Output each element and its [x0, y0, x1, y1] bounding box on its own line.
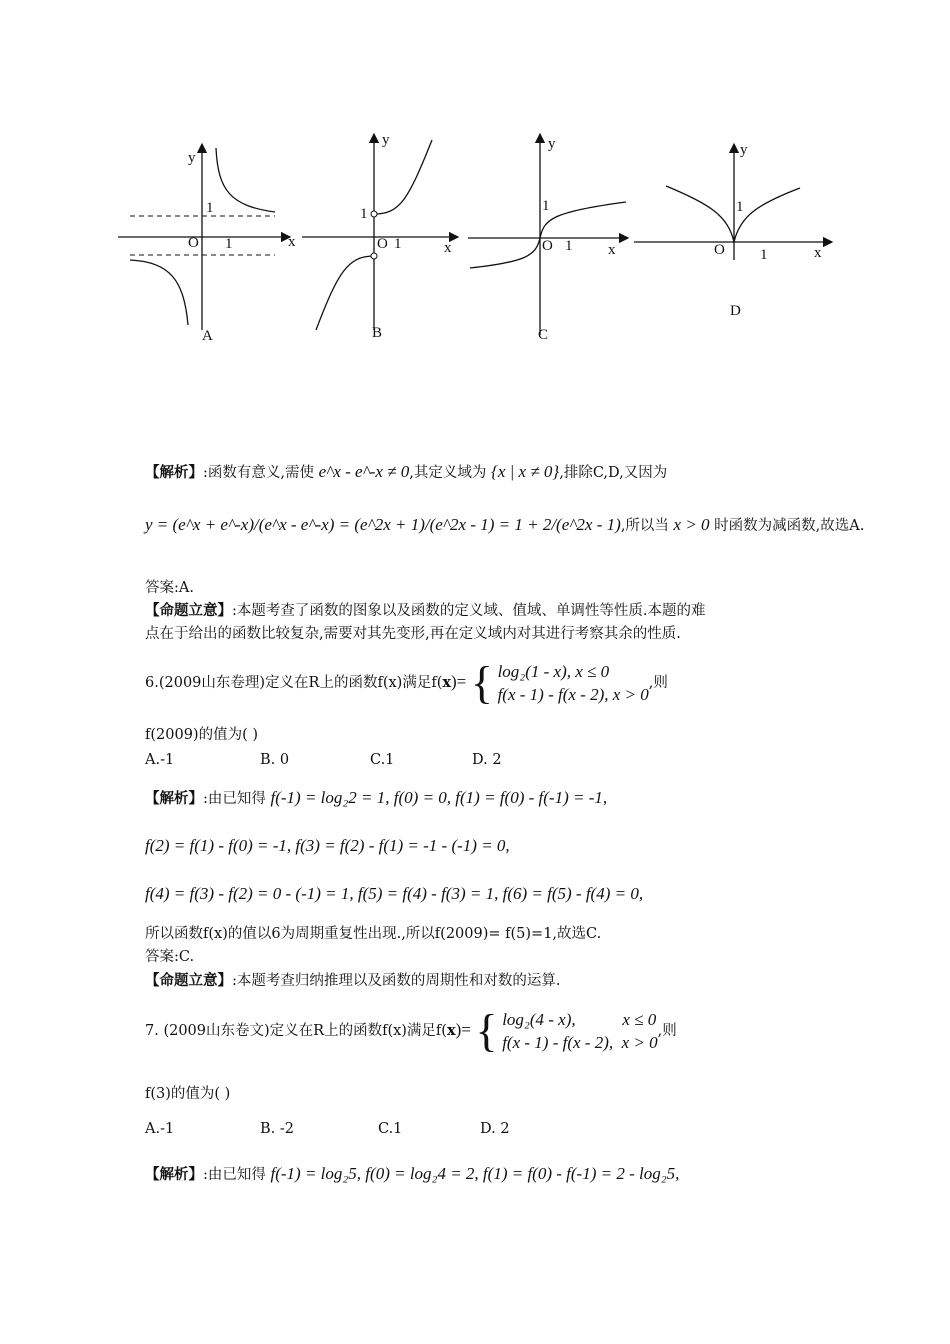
case-2: f(x - 1) - f(x - 2), x > 0: [497, 685, 649, 704]
svg-text:1: 1: [206, 200, 214, 216]
case-1: log₂(4 - x), x ≤ 0: [502, 1010, 657, 1029]
svg-text:x: x: [288, 234, 296, 250]
text: ,则: [657, 1023, 677, 1039]
math-cond: x > 0: [673, 515, 710, 534]
q5-mingti-1: [145, 602, 706, 620]
q5-mingti-2: 点在于给出的函数比较复杂,需要对其先变形,再在定义域内对其进行考察其余的性质.: [145, 626, 681, 642]
svg-text:B: B: [372, 325, 383, 341]
svg-text:O: O: [377, 236, 388, 252]
text: )=: [455, 1020, 471, 1039]
jiexi-tag: 【解析】: [145, 790, 203, 807]
mingti-tag: 【命题立意】: [145, 972, 232, 989]
piecewise: [498, 660, 649, 706]
mingti-tag: 【命题立意】: [145, 602, 232, 619]
math-expr: f(-1) = log₂5, f(0) = log₂4 = 2, f(1) = f(0) - f(-1) = 2 - log₂5,: [270, 1164, 680, 1183]
text: ,排除C,D,又因为: [559, 465, 668, 481]
q5-answer: 答案:A.: [145, 580, 194, 596]
option-a: A.-1: [145, 1121, 175, 1137]
q6-stem2: f(2009)的值为( ): [145, 727, 259, 743]
brace: {: [470, 657, 493, 708]
svg-text:y: y: [548, 136, 556, 152]
q6-jiexi-1: [145, 788, 607, 808]
q6-stem: [145, 657, 668, 708]
option-b: B. -2: [260, 1121, 294, 1137]
svg-text:y: y: [740, 142, 748, 158]
q5-jiexi-line1: [145, 462, 667, 482]
option-c: C.1: [378, 1121, 403, 1137]
text: x: [446, 1022, 456, 1039]
text: :本题考查了函数的图象以及函数的定义域、值域、单调性等性质.本题的难: [232, 603, 706, 619]
text: ,其定义域为: [409, 465, 487, 481]
text: :本题考查归纳推理以及函数的周期性和对数的运算.: [232, 973, 561, 989]
q7-jiexi-1: [145, 1164, 679, 1184]
option-d: D. 2: [472, 752, 502, 768]
math-expr: e^x - e^-x ≠ 0: [318, 462, 410, 481]
math-expr: f(2) = f(1) - f(0) = -1, f(3) = f(2) - f(1) = -1 - (-1) = 0,: [145, 836, 510, 855]
svg-text:1: 1: [760, 247, 768, 263]
svg-text:1: 1: [225, 236, 233, 252]
q6-answer: 答案:C.: [145, 949, 195, 965]
graph-a: [118, 144, 296, 344]
jiexi-tag: 【解析】: [145, 1166, 203, 1183]
svg-text:C: C: [538, 327, 549, 343]
q6-jiexi-4: 所以函数f(x)的值以6为周期重复性出现.,所以f(2009)= f(5)=1,故选C.: [145, 926, 602, 942]
text: :由已知得: [203, 791, 266, 807]
svg-text:1: 1: [394, 236, 402, 252]
svg-text:1: 1: [360, 206, 368, 222]
math-expr: f(4) = f(3) - f(2) = 0 - (-1) = 1, f(5) = f(4) - f(3) = 1, f(6) = f(5) - f(4) = 0,: [145, 884, 644, 903]
q7-stem2: f(3)的值为( ): [145, 1086, 231, 1102]
q7-options: [145, 1121, 510, 1138]
svg-text:1: 1: [565, 238, 573, 254]
svg-text:y: y: [382, 132, 390, 148]
case-2: f(x - 1) - f(x - 2), x > 0: [502, 1033, 658, 1052]
svg-text:1: 1: [542, 198, 550, 214]
option-d: D. 2: [480, 1121, 510, 1137]
q6-jiexi-3: [145, 884, 643, 904]
q7-stem: [145, 1005, 677, 1056]
case-1: log₂(1 - x), x ≤ 0: [497, 662, 610, 681]
svg-text:x: x: [608, 242, 616, 258]
text: x: [442, 674, 452, 691]
option-b: B. 0: [260, 752, 290, 768]
svg-text:x: x: [444, 240, 452, 256]
graph-d: [634, 142, 832, 319]
math-expr: y = (e^x + e^-x)/(e^x - e^-x) = (e^2x + 1)/(e^2x - 1) = 1 + 2/(e^2x - 1): [145, 515, 621, 534]
brace: {: [475, 1005, 498, 1056]
option-c: C.1: [370, 752, 395, 768]
graphs-svg: [110, 120, 850, 350]
text: )=: [451, 672, 467, 691]
svg-text:A: A: [202, 328, 213, 344]
text: 时函数为减函数,故选A.: [714, 518, 865, 534]
text: 7. (2009山东卷文)定义在R上的函数f(x)满足f(: [145, 1023, 447, 1039]
svg-text:O: O: [542, 238, 553, 254]
svg-text:y: y: [188, 150, 196, 166]
text: ,则: [648, 675, 668, 691]
svg-text:x: x: [814, 245, 822, 261]
svg-text:D: D: [730, 303, 741, 319]
svg-text:O: O: [188, 235, 199, 251]
text: 6.(2009山东卷理)定义在R上的函数f(x)满足f(: [145, 675, 443, 691]
svg-text:O: O: [714, 242, 725, 258]
function-graphs-figure: [110, 120, 850, 350]
graph-b: [302, 132, 458, 341]
q6-jiexi-2: [145, 836, 510, 856]
jiexi-tag: 【解析】: [145, 464, 203, 481]
option-a: A.-1: [145, 752, 175, 768]
graph-c: [468, 134, 628, 343]
q6-mingti: [145, 972, 561, 990]
svg-text:1: 1: [736, 199, 744, 215]
q6-options: [145, 752, 502, 769]
q5-jiexi-line2: [145, 515, 864, 535]
piecewise: [502, 1008, 657, 1054]
text: :由已知得: [203, 1167, 266, 1183]
text: ,所以当: [620, 518, 669, 534]
math-expr: f(-1) = log₂2 = 1, f(0) = 0, f(1) = f(0) - f(-1) = -1,: [270, 788, 608, 807]
math-set: {x | x ≠ 0}: [491, 462, 560, 481]
text: :函数有意义,需使: [203, 465, 314, 481]
